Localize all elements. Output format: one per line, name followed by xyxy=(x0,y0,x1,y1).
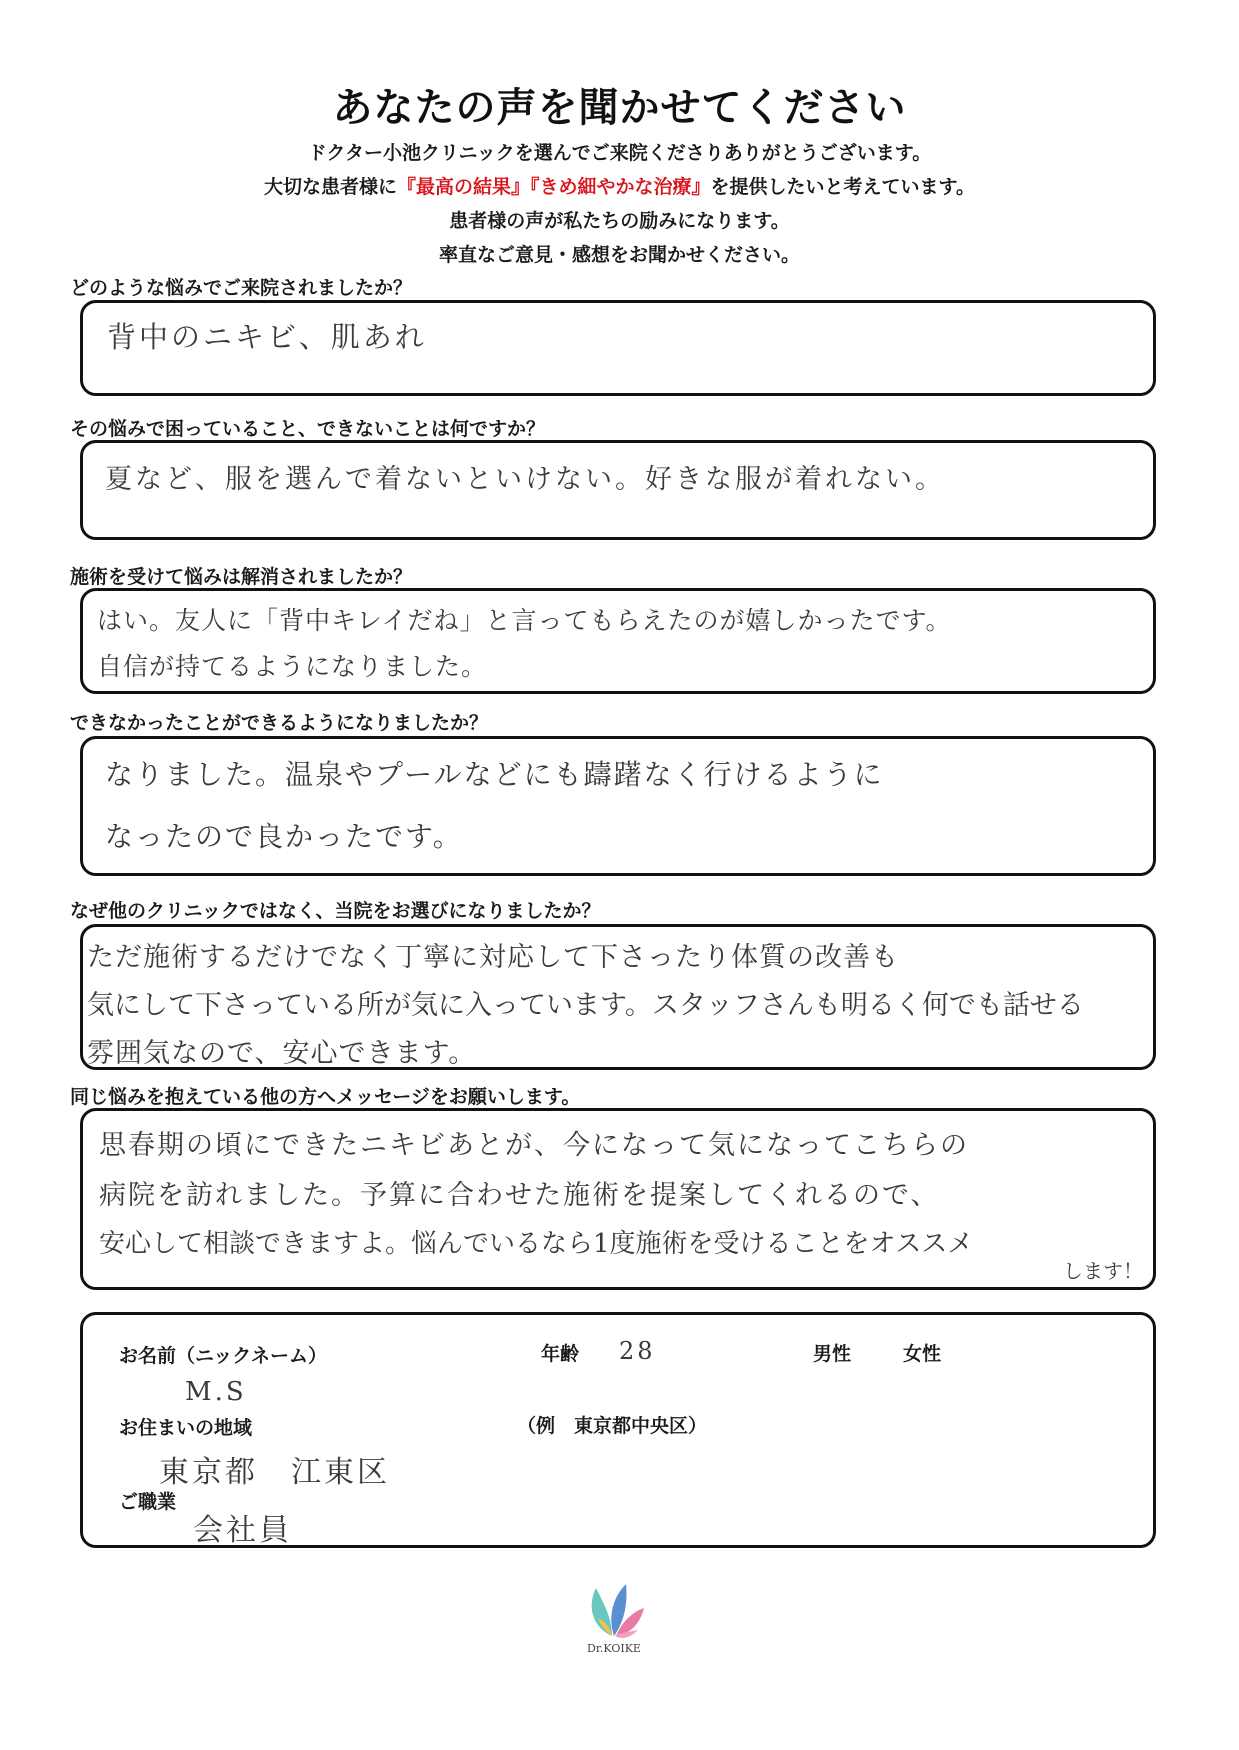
area-label: お住まいの地域 xyxy=(119,1417,253,1439)
answer-5-line-2: 気にして下さっている所が気に入っています。スタッフさんも明るく何でも話せる xyxy=(87,990,1084,1021)
intro-line-2 xyxy=(0,172,1239,199)
answer-5-box xyxy=(80,924,1156,1070)
intro-line-1: ドクター小池クリニックを選んでご来院くださりありがとうございます。 xyxy=(307,142,932,164)
profile-box xyxy=(80,1312,1156,1548)
age-label: 年齢 xyxy=(541,1343,580,1365)
answer-3-line-2: 自信が持てるようになりました。 xyxy=(97,652,488,681)
answer-6-box xyxy=(80,1108,1156,1290)
answer-5-line-1: ただ施術するだけでなく丁寧に対応して下さったり体質の改善も xyxy=(87,942,899,973)
intro-highlight: 『最高の結果』『きめ細やかな治療』 xyxy=(397,176,711,198)
job-label: ご職業 xyxy=(119,1491,177,1513)
male-label: 男性 xyxy=(813,1343,852,1365)
question-3-label: 施術を受けて悩みは解消されましたか？ xyxy=(70,566,413,588)
female-label: 女性 xyxy=(903,1343,942,1365)
intro-line-4: 率直なご意見・感想をお聞かせください。 xyxy=(438,244,800,266)
intro-line-3: 患者様の声が私たちの励みになります。 xyxy=(449,210,790,232)
answer-6-line-2: 病院を訪れました。予算に合わせた施術を提案してくれるので、 xyxy=(99,1180,940,1211)
question-6-label: 同じ悩みを抱えている他の方へメッセージをお願いします。 xyxy=(70,1086,581,1108)
intro-line-2-post: を提供したいと考えています。 xyxy=(710,176,975,198)
page-title: あなたの声を聞かせてください xyxy=(332,85,907,131)
area-value: 東京都 江東区 xyxy=(159,1455,390,1490)
age-value: 28 xyxy=(619,1337,656,1365)
answer-1-line-1: 背中のニキビ、肌あれ xyxy=(107,320,427,354)
answer-6-line-4: します！ xyxy=(1063,1259,1143,1283)
question-1-label: どのような悩みでご来院されましたか？ xyxy=(70,277,413,299)
answer-5-line-3: 雰囲気なので、安心できます。 xyxy=(87,1038,477,1069)
name-value: M.S xyxy=(185,1377,247,1407)
answer-6-line-1: 思春期の頃にできたニキビあとが、今になって気になってこちらの xyxy=(99,1130,969,1161)
answer-2-line-1: 夏など、服を選んで着ないといけない。好きな服が着れない。 xyxy=(105,464,945,495)
answer-3-line-1: はい。友人に「背中キレイだね」と言ってもらえたのが嬉しかったです。 xyxy=(97,606,952,635)
logo-text: Dr.KOIKE xyxy=(587,1642,641,1655)
answer-2-box xyxy=(80,440,1156,540)
intro-line-2-pre: 大切な患者様に xyxy=(263,176,397,198)
question-2-label: その悩みで困っていること、できないことは何ですか？ xyxy=(70,418,546,440)
answer-4-line-2: なったので良かったです。 xyxy=(105,820,463,853)
answer-4-line-1: なりました。温泉やプールなどにも躊躇なく行けるように xyxy=(105,758,884,791)
answer-1-box xyxy=(80,300,1156,396)
answer-4-box xyxy=(80,736,1156,876)
answer-6-line-3: 安心して相談できますよ。悩んでいるなら1度施術を受けることをオススメ xyxy=(99,1229,974,1259)
name-label: お名前（ニックネーム） xyxy=(119,1345,328,1367)
question-5-label: なぜ他のクリニックではなく、当院をお選びになりましたか？ xyxy=(70,900,601,922)
area-example: （例 東京都中央区） xyxy=(517,1415,708,1437)
question-4-label: できなかったことができるようになりましたか？ xyxy=(70,712,489,734)
job-value: 会社員 xyxy=(193,1513,292,1548)
clinic-logo-icon xyxy=(582,1578,646,1650)
answer-3-box xyxy=(80,588,1156,694)
